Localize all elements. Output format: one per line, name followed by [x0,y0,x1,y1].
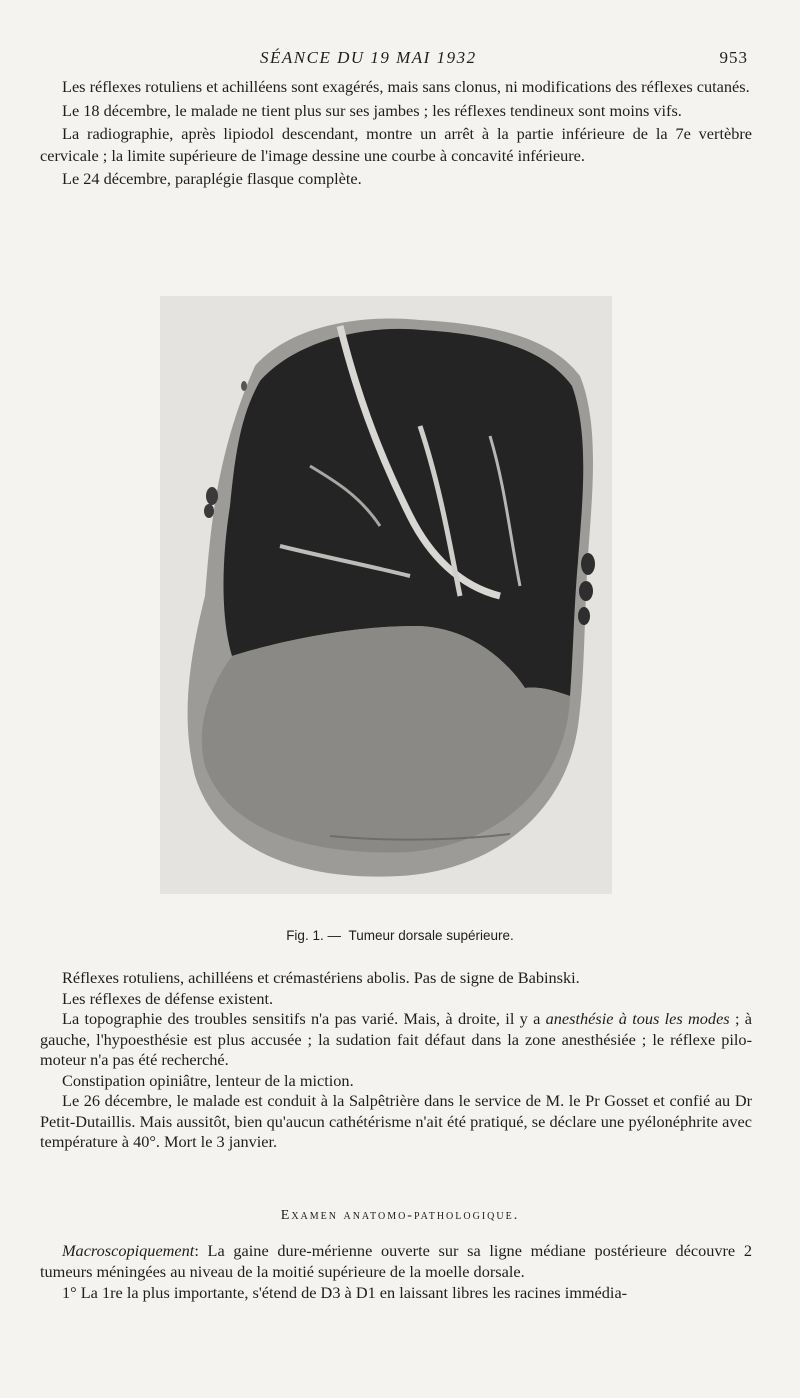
page-number: 953 [719,48,748,67]
figure-caption [0,928,800,943]
paragraph-reflexes: Les réflexes rotuliens et achilléens sont exagérés, mais sans clonus, ni modifications des réflexes cutanés. [62,77,750,96]
macroscopic-findings [40,1240,752,1303]
clinical-notes-bottom [40,968,752,1153]
figure-caption-text: Tumeur dorsale supérieure. [348,928,514,943]
clinical-notes-top [40,76,752,190]
paragraph-december-24: Le 24 décembre, paraplégie flasque complète. [62,169,362,188]
topography-italic: anesthésie à tous les modes [545,1009,730,1028]
macroscopic-text: : La gaine dure-mérienne ouverte sur sa ligne médiane postérieure découvre 2 tumeurs méningées au niveau de la moitié supérieure de la moelle dorsale. [40,1241,752,1281]
paragraph-tumor-1: 1° La 1re la plus importante, s'étend de D3 à D1 en laissant libres les racines immédia- [62,1283,628,1302]
paragraph-sensory-topography [40,1009,752,1071]
paragraph-constipation: Constipation opiniâtre, lenteur de la miction. [62,1070,354,1090]
paragraph-december-18: Le 18 décembre, le malade ne tient plus sur ses jambes ; les réflexes tendineux sont moins vifs. [62,100,682,120]
section-heading: Examen anatomo-pathologique. [280,1208,520,1223]
paragraph-december-26: Le 26 décembre, le malade est conduit à la Salpêtrière dans le service de M. le Pr Gosset et confié au Dr Petit-Dutaillis. Mais aussitôt, bien qu'aucun cathétérisme n'ait été pratiqué, se déclare une pyélonéphrite avec température à 40°. Mort le 3 janvier. [40,1091,752,1151]
paragraph-macroscopic [40,1240,752,1282]
paragraph-radiography: La radiographie, après lipiodol descendant, montre un arrêt à la partie inférieure de la 7e vertèbre cervicale ; la limite supérieure de l'image dessine une courbe à concavité inférieure. [40,124,752,165]
topography-text-b: ; à gauche, l'hypoesthésie est plus accusée ; la sudation fait défaut dans la zone anesthésiée ; le réflexe pilo-moteur n'a pas été recherché. [40,1009,752,1069]
macroscopic-label: Macroscopiquement [62,1241,195,1260]
figure-label: Fig. 1. — [286,928,341,943]
page-header [40,48,748,72]
spinal-cord-section-photograph [160,296,612,894]
running-title: SÉANCE DU 19 MAI 1932 [260,48,477,67]
topography-text-a: La topographie des troubles sensitifs n'a pas varié. Mais, à droite, il y a [62,1009,546,1028]
paragraph-reflexes-abolished: Réflexes rotuliens, achilléens et crémastériens abolis. Pas de signe de Babinski. [62,968,580,987]
paragraph-defense-reflexes: Les réflexes de défense existent. [62,988,274,1008]
